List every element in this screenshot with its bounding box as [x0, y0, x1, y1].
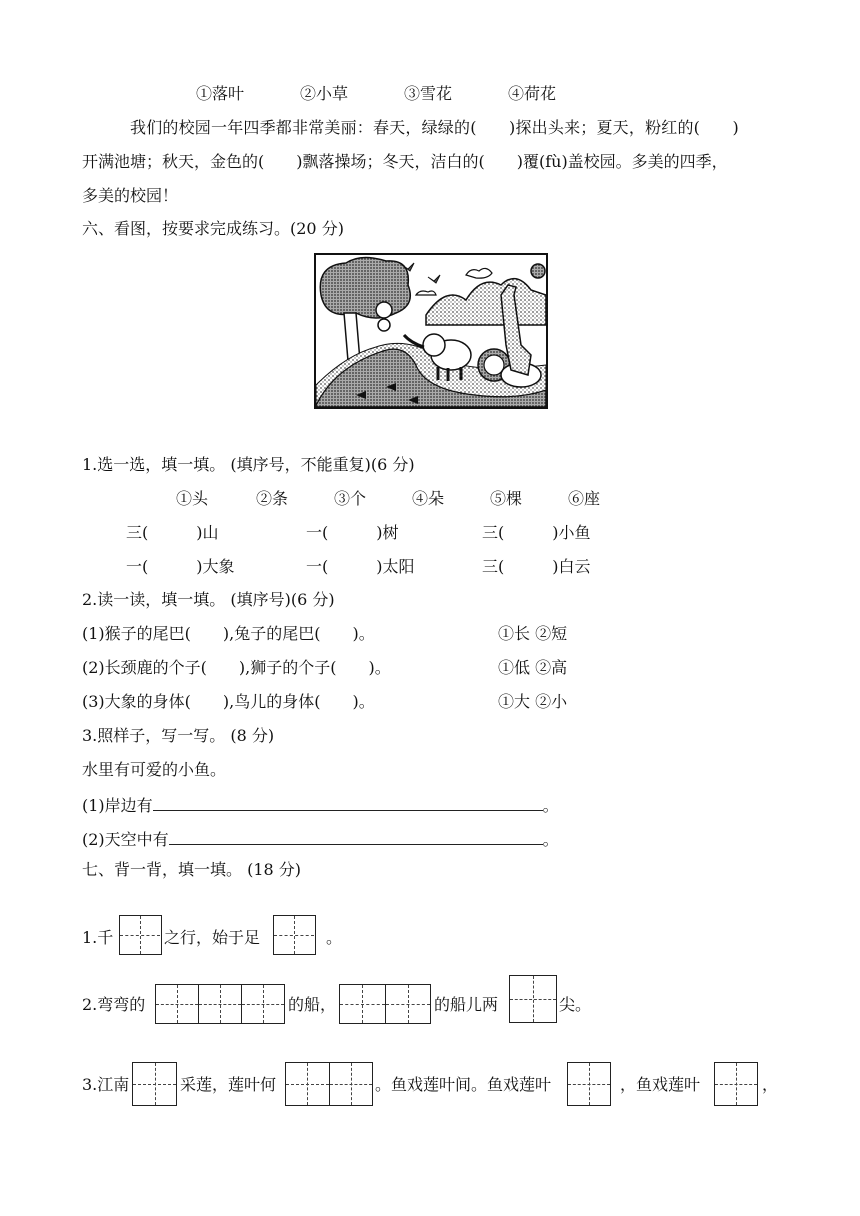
- option-3: ③雪花: [404, 84, 453, 103]
- s7-l3-b: 采莲，莲叶何: [180, 1075, 277, 1094]
- s7-l1-grid-1[interactable]: [119, 915, 162, 955]
- passage-line-2: 开满池塘；秋天，金色的( )飘落操场；冬天，洁白的( )覆(fù)盖校园。多美的四季，: [82, 152, 728, 171]
- q3-line-2-end: 。: [542, 830, 559, 849]
- s7-l2-grid-1[interactable]: [155, 984, 285, 1024]
- q1-option-3: ③个: [334, 489, 367, 508]
- q1-title: 1.选一选，填一填。 (填序号，不能重复)(6 分): [82, 455, 415, 474]
- q1-option-5: ⑤棵: [490, 489, 523, 508]
- s7-l1-grid-2[interactable]: [273, 915, 316, 955]
- section-7-heading: 七、背一背，填一填。 (18 分): [82, 860, 302, 879]
- q1-blank-5[interactable]: 一( )太阳: [306, 557, 415, 576]
- q2-choices-2: ①低 ②高: [498, 658, 568, 677]
- s7-l1-c: 。: [326, 928, 343, 947]
- section-6-heading: 六、看图，按要求完成练习。(20 分): [82, 219, 344, 238]
- s7-l3-grid-4[interactable]: [714, 1062, 758, 1106]
- q2-item-3[interactable]: (3)大象的身体( ),鸟儿的身体( )。: [82, 692, 375, 711]
- option-1: ①落叶: [196, 84, 245, 103]
- q3-line-2-prefix: (2)天空中有: [82, 830, 169, 849]
- q3-line-1-prefix: (1)岸边有: [82, 796, 153, 815]
- s7-l1-a: 1.千: [82, 928, 114, 947]
- passage-line-3: 多美的校园！: [82, 186, 179, 205]
- q3-line-2: [82, 828, 559, 850]
- s7-l3-grid-2[interactable]: [285, 1062, 373, 1106]
- option-2: ②小草: [300, 84, 349, 103]
- q2-title: 2.读一读，填一填。 (填序号)(6 分): [82, 590, 335, 609]
- s7-l1-b: 之行，始于足: [164, 928, 261, 947]
- q1-option-6: ⑥座: [568, 489, 601, 508]
- q3-title: 3.照样子，写一写。 (8 分): [82, 726, 275, 745]
- s7-l2-grid-2[interactable]: [339, 984, 431, 1024]
- q2-choices-3: ①大 ②小: [498, 692, 568, 711]
- q3-answer-line-1[interactable]: [153, 794, 543, 811]
- q3-line-1-end: 。: [542, 796, 559, 815]
- q1-blank-2[interactable]: 一( )树: [306, 523, 399, 542]
- q1-option-2: ②条: [256, 489, 289, 508]
- q3-answer-line-2[interactable]: [169, 828, 543, 845]
- passage-line-1: 我们的校园一年四季都非常美丽：春天，绿绿的( )探出头来；夏天，粉红的( ): [130, 118, 739, 137]
- s7-l3-a: 3.江南: [82, 1075, 130, 1094]
- q1-option-4: ④朵: [412, 489, 445, 508]
- q2-item-2[interactable]: (2)长颈鹿的个子( ),狮子的个子( )。: [82, 658, 391, 677]
- s7-l2-a: 2.弯弯的: [82, 995, 146, 1014]
- q3-example: 水里有可爱的小鱼。: [82, 760, 227, 779]
- s7-l2-d: 尖。: [559, 995, 592, 1014]
- s7-l2-c: 的船儿两: [434, 995, 499, 1014]
- s7-l3-d: ，鱼戏莲叶: [620, 1075, 701, 1094]
- q1-option-1: ①头: [176, 489, 209, 508]
- q3-line-1: [82, 794, 559, 816]
- q1-blank-1[interactable]: 三( )山: [126, 523, 219, 542]
- zoo-illustration: [314, 253, 548, 409]
- s7-l3-grid-3[interactable]: [567, 1062, 611, 1106]
- s7-l3-e: ，: [762, 1075, 779, 1094]
- s7-l3-c: 。鱼戏莲叶间。鱼戏莲叶: [375, 1075, 552, 1094]
- q1-blank-3[interactable]: 三( )小鱼: [482, 523, 591, 542]
- s7-l2-b: 的船，: [288, 995, 337, 1014]
- q2-item-1[interactable]: (1)猴子的尾巴( ),兔子的尾巴( )。: [82, 624, 375, 643]
- s7-l2-grid-3[interactable]: [509, 975, 557, 1023]
- s7-l3-grid-1[interactable]: [132, 1062, 177, 1106]
- q1-blank-6[interactable]: 三( )白云: [482, 557, 591, 576]
- q1-blank-4[interactable]: 一( )大象: [126, 557, 235, 576]
- option-4: ④荷花: [508, 84, 557, 103]
- zoo-illustration-drawing: [316, 255, 546, 407]
- q2-choices-1: ①长 ②短: [498, 624, 568, 643]
